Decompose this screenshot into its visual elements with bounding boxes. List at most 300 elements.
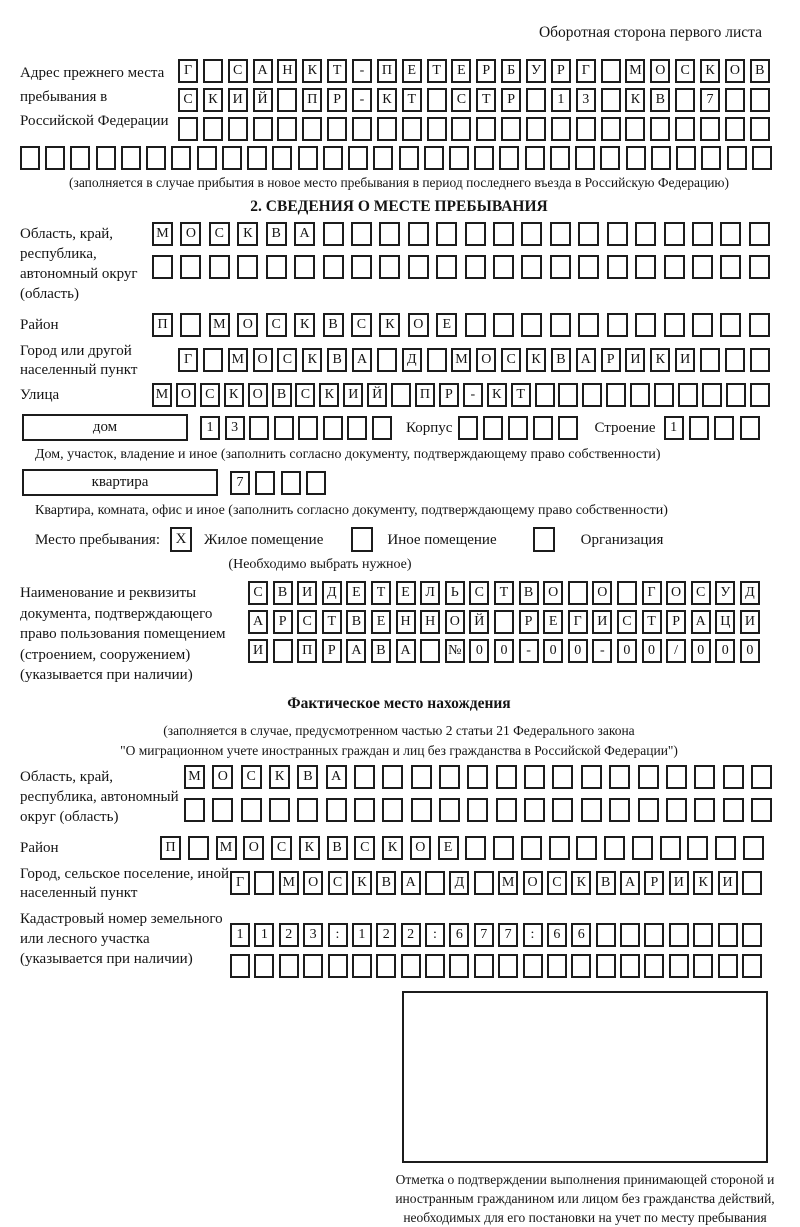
char-cell[interactable]	[377, 348, 397, 372]
char-cell[interactable]	[402, 117, 422, 141]
char-cell[interactable]: С	[295, 383, 315, 407]
char-cell[interactable]: Е	[438, 836, 459, 860]
char-cell[interactable]: К	[237, 222, 258, 246]
char-cell[interactable]	[607, 222, 628, 246]
char-cell[interactable]: О	[666, 581, 686, 605]
char-cell[interactable]	[550, 146, 570, 170]
char-cell[interactable]	[146, 146, 166, 170]
char-cell[interactable]: В	[346, 610, 366, 634]
char-cell[interactable]	[351, 255, 372, 279]
char-cell[interactable]: В	[519, 581, 539, 605]
char-cell[interactable]: Р	[519, 610, 539, 634]
char-cell[interactable]	[379, 255, 400, 279]
char-cell[interactable]	[638, 765, 659, 789]
char-cell[interactable]	[465, 313, 486, 337]
char-cell[interactable]	[600, 146, 620, 170]
char-cell[interactable]	[635, 222, 656, 246]
char-cell[interactable]: П	[152, 313, 173, 337]
char-cell[interactable]	[535, 383, 555, 407]
char-cell[interactable]	[493, 222, 514, 246]
char-cell[interactable]	[408, 222, 429, 246]
char-cell[interactable]: М	[451, 348, 471, 372]
char-cell[interactable]	[348, 146, 368, 170]
char-cell[interactable]	[576, 117, 596, 141]
char-cell[interactable]: М	[228, 348, 248, 372]
char-cell[interactable]: Р	[273, 610, 293, 634]
char-cell[interactable]	[635, 313, 656, 337]
char-cell[interactable]	[689, 416, 709, 440]
char-cell[interactable]: Б	[501, 59, 521, 83]
char-cell[interactable]: А	[576, 348, 596, 372]
char-cell[interactable]	[377, 117, 397, 141]
char-cell[interactable]: 7	[230, 471, 250, 495]
char-cell[interactable]	[425, 871, 445, 895]
char-cell[interactable]	[439, 765, 460, 789]
char-cell[interactable]	[700, 117, 720, 141]
char-cell[interactable]	[718, 954, 738, 978]
char-cell[interactable]: 6	[571, 923, 591, 947]
char-cell[interactable]: А	[401, 871, 421, 895]
char-cell[interactable]: 1	[230, 923, 250, 947]
char-cell[interactable]: А	[346, 639, 366, 663]
char-cell[interactable]	[620, 923, 640, 947]
char-cell[interactable]	[178, 117, 198, 141]
char-cell[interactable]	[197, 146, 217, 170]
char-cell[interactable]: И	[592, 610, 612, 634]
char-cell[interactable]: О	[410, 836, 431, 860]
char-cell[interactable]: Н	[277, 59, 297, 83]
char-cell[interactable]	[379, 222, 400, 246]
char-cell[interactable]: В	[297, 765, 318, 789]
char-cell[interactable]: М	[498, 871, 518, 895]
char-cell[interactable]: Е	[346, 581, 366, 605]
char-cell[interactable]: В	[327, 348, 347, 372]
char-cell[interactable]	[702, 383, 722, 407]
char-cell[interactable]	[420, 639, 440, 663]
char-cell[interactable]: С	[691, 581, 711, 605]
char-cell[interactable]	[678, 383, 698, 407]
char-cell[interactable]: М	[209, 313, 230, 337]
char-cell[interactable]	[465, 222, 486, 246]
char-cell[interactable]	[272, 146, 292, 170]
char-cell[interactable]	[700, 348, 720, 372]
char-cell[interactable]: К	[379, 313, 400, 337]
char-cell[interactable]: П	[415, 383, 435, 407]
char-cell[interactable]	[675, 117, 695, 141]
char-cell[interactable]	[715, 836, 736, 860]
char-cell[interactable]	[575, 146, 595, 170]
char-cell[interactable]	[550, 313, 571, 337]
char-cell[interactable]	[607, 255, 628, 279]
char-cell[interactable]	[474, 871, 494, 895]
char-cell[interactable]	[302, 117, 322, 141]
char-cell[interactable]: У	[715, 581, 735, 605]
char-cell[interactable]: Т	[327, 59, 347, 83]
char-cell[interactable]	[727, 146, 747, 170]
char-cell[interactable]	[578, 222, 599, 246]
char-cell[interactable]	[654, 383, 674, 407]
char-cell[interactable]: Т	[427, 59, 447, 83]
char-cell[interactable]: Р	[666, 610, 686, 634]
char-cell[interactable]	[558, 383, 578, 407]
char-cell[interactable]	[693, 954, 713, 978]
char-cell[interactable]: С	[547, 871, 567, 895]
char-cell[interactable]: К	[571, 871, 591, 895]
char-cell[interactable]	[451, 117, 471, 141]
char-cell[interactable]	[552, 798, 573, 822]
char-cell[interactable]	[458, 416, 478, 440]
char-cell[interactable]: К	[302, 59, 322, 83]
char-cell[interactable]	[571, 954, 591, 978]
char-cell[interactable]: Л	[420, 581, 440, 605]
char-cell[interactable]: 0	[568, 639, 588, 663]
char-cell[interactable]	[751, 765, 772, 789]
char-cell[interactable]	[675, 88, 695, 112]
char-cell[interactable]	[424, 146, 444, 170]
char-cell[interactable]	[720, 255, 741, 279]
char-cell[interactable]: В	[551, 348, 571, 372]
char-cell[interactable]: -	[519, 639, 539, 663]
char-cell[interactable]	[411, 798, 432, 822]
char-cell[interactable]	[552, 765, 573, 789]
char-cell[interactable]	[294, 255, 315, 279]
char-cell[interactable]: 3	[576, 88, 596, 112]
char-cell[interactable]	[558, 416, 578, 440]
char-cell[interactable]: К	[377, 88, 397, 112]
char-cell[interactable]: О	[650, 59, 670, 83]
char-cell[interactable]	[212, 798, 233, 822]
char-cell[interactable]	[750, 117, 770, 141]
char-cell[interactable]	[750, 88, 770, 112]
char-cell[interactable]: К	[269, 765, 290, 789]
char-cell[interactable]	[692, 222, 713, 246]
char-cell[interactable]	[601, 117, 621, 141]
char-cell[interactable]	[750, 348, 770, 372]
char-cell[interactable]: Р	[439, 383, 459, 407]
char-cell[interactable]	[749, 255, 770, 279]
char-cell[interactable]: К	[382, 836, 403, 860]
char-cell[interactable]	[467, 798, 488, 822]
char-cell[interactable]	[277, 117, 297, 141]
char-cell[interactable]	[676, 146, 696, 170]
char-cell[interactable]	[436, 255, 457, 279]
char-cell[interactable]: /	[666, 639, 686, 663]
char-cell[interactable]	[726, 383, 746, 407]
char-cell[interactable]	[209, 255, 230, 279]
char-cell[interactable]	[664, 313, 685, 337]
char-cell[interactable]	[582, 383, 602, 407]
char-cell[interactable]	[742, 923, 762, 947]
char-cell[interactable]: :	[425, 923, 445, 947]
char-cell[interactable]	[521, 836, 542, 860]
char-cell[interactable]	[547, 954, 567, 978]
char-cell[interactable]: О	[180, 222, 201, 246]
char-cell[interactable]	[427, 117, 447, 141]
char-cell[interactable]: С	[501, 348, 521, 372]
char-cell[interactable]: К	[693, 871, 713, 895]
char-cell[interactable]	[549, 836, 570, 860]
char-cell[interactable]: 0	[543, 639, 563, 663]
checkbox-other-premises[interactable]	[351, 527, 373, 552]
char-cell[interactable]	[498, 954, 518, 978]
char-cell[interactable]	[352, 954, 372, 978]
char-cell[interactable]	[427, 88, 447, 112]
char-cell[interactable]: С	[277, 348, 297, 372]
char-cell[interactable]: 1	[664, 416, 684, 440]
char-cell[interactable]: 0	[715, 639, 735, 663]
char-cell[interactable]	[323, 255, 344, 279]
char-cell[interactable]	[326, 798, 347, 822]
char-cell[interactable]: К	[700, 59, 720, 83]
char-cell[interactable]	[723, 798, 744, 822]
char-cell[interactable]: И	[297, 581, 317, 605]
char-cell[interactable]	[692, 313, 713, 337]
char-cell[interactable]	[524, 798, 545, 822]
char-cell[interactable]	[664, 222, 685, 246]
char-cell[interactable]	[714, 416, 734, 440]
char-cell[interactable]: О	[212, 765, 233, 789]
char-cell[interactable]: А	[352, 348, 372, 372]
char-cell[interactable]	[230, 954, 250, 978]
char-cell[interactable]: О	[253, 348, 273, 372]
char-cell[interactable]: Т	[642, 610, 662, 634]
char-cell[interactable]	[228, 117, 248, 141]
char-cell[interactable]	[694, 798, 715, 822]
char-cell[interactable]	[664, 255, 685, 279]
char-cell[interactable]: К	[352, 871, 372, 895]
char-cell[interactable]: Д	[402, 348, 422, 372]
char-cell[interactable]: Г	[642, 581, 662, 605]
char-cell[interactable]	[328, 954, 348, 978]
char-cell[interactable]: 7	[474, 923, 494, 947]
char-cell[interactable]: С	[297, 610, 317, 634]
char-cell[interactable]: К	[299, 836, 320, 860]
char-cell[interactable]: О	[725, 59, 745, 83]
char-cell[interactable]: Г	[230, 871, 250, 895]
char-cell[interactable]: О	[237, 313, 258, 337]
char-cell[interactable]: С	[200, 383, 220, 407]
char-cell[interactable]: К	[294, 313, 315, 337]
char-cell[interactable]	[203, 117, 223, 141]
char-cell[interactable]	[581, 765, 602, 789]
char-cell[interactable]: 0	[691, 639, 711, 663]
char-cell[interactable]	[551, 117, 571, 141]
char-cell[interactable]: 3	[303, 923, 323, 947]
char-cell[interactable]: У	[526, 59, 546, 83]
char-cell[interactable]	[694, 765, 715, 789]
char-cell[interactable]	[650, 117, 670, 141]
char-cell[interactable]: Д	[449, 871, 469, 895]
char-cell[interactable]	[352, 117, 372, 141]
char-cell[interactable]	[427, 348, 447, 372]
char-cell[interactable]: П	[302, 88, 322, 112]
char-cell[interactable]: Е	[543, 610, 563, 634]
char-cell[interactable]	[465, 255, 486, 279]
char-cell[interactable]	[45, 146, 65, 170]
char-cell[interactable]	[701, 146, 721, 170]
char-cell[interactable]	[526, 117, 546, 141]
char-cell[interactable]	[533, 416, 553, 440]
char-cell[interactable]	[279, 954, 299, 978]
char-cell[interactable]: 1	[254, 923, 274, 947]
char-cell[interactable]	[666, 798, 687, 822]
char-cell[interactable]: П	[297, 639, 317, 663]
char-cell[interactable]	[269, 798, 290, 822]
char-cell[interactable]	[521, 313, 542, 337]
char-cell[interactable]: 0	[642, 639, 662, 663]
char-cell[interactable]	[327, 117, 347, 141]
char-cell[interactable]: 0	[740, 639, 760, 663]
char-cell[interactable]	[625, 117, 645, 141]
char-cell[interactable]	[474, 146, 494, 170]
char-cell[interactable]	[596, 954, 616, 978]
char-cell[interactable]	[465, 836, 486, 860]
char-cell[interactable]	[439, 798, 460, 822]
char-cell[interactable]: К	[302, 348, 322, 372]
char-cell[interactable]	[241, 798, 262, 822]
char-cell[interactable]	[496, 798, 517, 822]
char-cell[interactable]: 1	[551, 88, 571, 112]
char-cell[interactable]: А	[620, 871, 640, 895]
char-cell[interactable]	[273, 639, 293, 663]
char-cell[interactable]: О	[543, 581, 563, 605]
char-cell[interactable]: А	[248, 610, 268, 634]
char-cell[interactable]: Р	[551, 59, 571, 83]
char-cell[interactable]: К	[625, 88, 645, 112]
char-cell[interactable]	[373, 146, 393, 170]
char-cell[interactable]	[467, 765, 488, 789]
char-cell[interactable]	[493, 836, 514, 860]
char-cell[interactable]: О	[592, 581, 612, 605]
char-cell[interactable]	[617, 581, 637, 605]
char-cell[interactable]	[635, 255, 656, 279]
char-cell[interactable]: Ц	[715, 610, 735, 634]
char-cell[interactable]: :	[523, 923, 543, 947]
char-cell[interactable]: С	[351, 313, 372, 337]
char-cell[interactable]	[449, 954, 469, 978]
char-cell[interactable]	[740, 416, 760, 440]
char-cell[interactable]: Е	[402, 59, 422, 83]
char-cell[interactable]: Й	[253, 88, 273, 112]
char-cell[interactable]: С	[271, 836, 292, 860]
char-cell[interactable]	[523, 954, 543, 978]
char-cell[interactable]: И	[343, 383, 363, 407]
char-cell[interactable]	[121, 146, 141, 170]
char-cell[interactable]: В	[323, 313, 344, 337]
char-cell[interactable]: С	[228, 59, 248, 83]
char-cell[interactable]	[525, 146, 545, 170]
char-cell[interactable]: К	[224, 383, 244, 407]
char-cell[interactable]: В	[750, 59, 770, 83]
char-cell[interactable]	[303, 954, 323, 978]
char-cell[interactable]: И	[740, 610, 760, 634]
char-cell[interactable]: Е	[451, 59, 471, 83]
char-cell[interactable]	[354, 798, 375, 822]
char-cell[interactable]	[499, 146, 519, 170]
char-cell[interactable]: Р	[644, 871, 664, 895]
char-cell[interactable]: Д	[740, 581, 760, 605]
char-cell[interactable]: А	[326, 765, 347, 789]
char-cell[interactable]	[449, 146, 469, 170]
char-cell[interactable]: Т	[322, 610, 342, 634]
char-cell[interactable]	[483, 416, 503, 440]
char-cell[interactable]	[521, 255, 542, 279]
char-cell[interactable]	[254, 954, 274, 978]
char-cell[interactable]: С	[451, 88, 471, 112]
char-cell[interactable]: Р	[327, 88, 347, 112]
char-cell[interactable]: Р	[322, 639, 342, 663]
char-cell[interactable]	[399, 146, 419, 170]
char-cell[interactable]	[524, 765, 545, 789]
char-cell[interactable]: Т	[402, 88, 422, 112]
char-cell[interactable]: С	[675, 59, 695, 83]
char-cell[interactable]	[249, 416, 269, 440]
char-cell[interactable]	[184, 798, 205, 822]
char-cell[interactable]	[347, 416, 367, 440]
char-cell[interactable]	[382, 765, 403, 789]
char-cell[interactable]: Й	[367, 383, 387, 407]
char-cell[interactable]: 0	[617, 639, 637, 663]
char-cell[interactable]: 7	[498, 923, 518, 947]
char-cell[interactable]	[354, 765, 375, 789]
char-cell[interactable]: 2	[376, 923, 396, 947]
char-cell[interactable]	[298, 416, 318, 440]
char-cell[interactable]	[750, 383, 770, 407]
char-cell[interactable]: Г	[568, 610, 588, 634]
char-cell[interactable]: П	[377, 59, 397, 83]
char-cell[interactable]	[644, 954, 664, 978]
char-cell[interactable]: Е	[396, 581, 416, 605]
char-cell[interactable]: Е	[371, 610, 391, 634]
char-cell[interactable]	[180, 255, 201, 279]
char-cell[interactable]	[693, 923, 713, 947]
char-cell[interactable]	[474, 954, 494, 978]
char-cell[interactable]	[718, 923, 738, 947]
char-cell[interactable]	[401, 954, 421, 978]
char-cell[interactable]	[391, 383, 411, 407]
char-cell[interactable]	[253, 117, 273, 141]
char-cell[interactable]	[626, 146, 646, 170]
char-cell[interactable]	[376, 954, 396, 978]
char-cell[interactable]: С	[266, 313, 287, 337]
char-cell[interactable]: В	[272, 383, 292, 407]
char-cell[interactable]	[476, 117, 496, 141]
char-cell[interactable]: В	[376, 871, 396, 895]
char-cell[interactable]	[255, 471, 275, 495]
char-cell[interactable]	[274, 416, 294, 440]
char-cell[interactable]	[203, 348, 223, 372]
char-cell[interactable]	[351, 222, 372, 246]
char-cell[interactable]	[171, 146, 191, 170]
char-cell[interactable]: -	[592, 639, 612, 663]
char-cell[interactable]: Г	[178, 59, 198, 83]
char-cell[interactable]	[494, 610, 514, 634]
char-cell[interactable]	[720, 222, 741, 246]
char-cell[interactable]: О	[303, 871, 323, 895]
char-cell[interactable]: 2	[279, 923, 299, 947]
char-cell[interactable]: №	[445, 639, 465, 663]
char-cell[interactable]	[297, 798, 318, 822]
char-cell[interactable]	[323, 146, 343, 170]
char-cell[interactable]	[372, 416, 392, 440]
char-cell[interactable]	[306, 471, 326, 495]
char-cell[interactable]: 2	[401, 923, 421, 947]
char-cell[interactable]: О	[248, 383, 268, 407]
char-cell[interactable]: В	[596, 871, 616, 895]
char-cell[interactable]	[408, 255, 429, 279]
char-cell[interactable]: Н	[396, 610, 416, 634]
char-cell[interactable]	[436, 222, 457, 246]
